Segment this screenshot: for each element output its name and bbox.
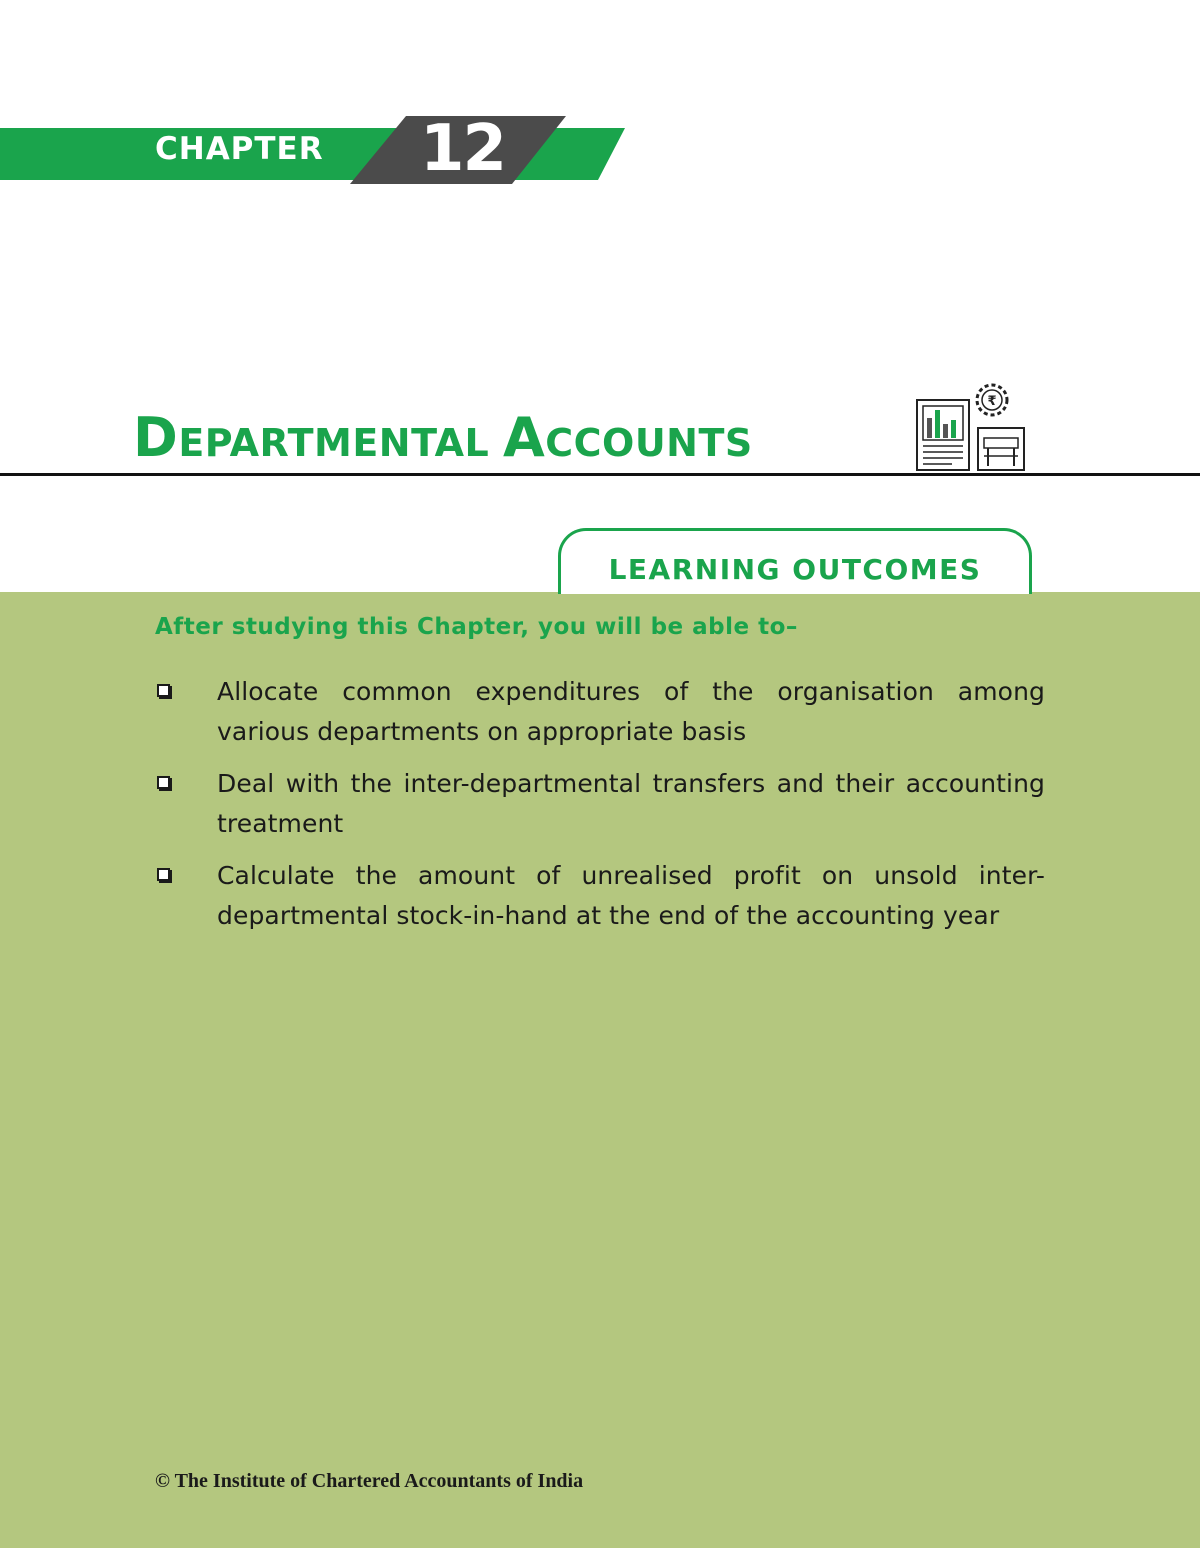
outcome-item bbox=[155, 856, 1045, 936]
outcome-text: Calculate the amount of unrealised profit on unsold inter-departmental stock-in-hand at the end of the accounting year bbox=[217, 861, 1045, 930]
learning-outcomes-tab bbox=[558, 528, 1032, 594]
outcome-list bbox=[155, 672, 1045, 948]
rupee-gear-icon bbox=[977, 385, 1007, 415]
title-word2-rest: CCOUNTS bbox=[545, 421, 753, 465]
outcomes-intro: After studying this Chapter, you will be able to– bbox=[155, 614, 798, 640]
chapter-label: CHAPTER bbox=[155, 131, 324, 167]
learning-outcomes-heading: LEARNING OUTCOMES bbox=[608, 553, 982, 586]
outcome-text: Deal with the inter-departmental transfers and their accounting treatment bbox=[217, 769, 1045, 838]
outcome-text: Allocate common expenditures of the organisation among various departments on appropriate basis bbox=[217, 677, 1045, 746]
page-title bbox=[133, 403, 753, 478]
title-word1-rest: EPARTMENTAL bbox=[178, 421, 490, 465]
outcome-item bbox=[155, 672, 1045, 752]
copyright-footer: © The Institute of Chartered Accountants of India bbox=[155, 1470, 584, 1492]
title-word1-initial: D bbox=[133, 406, 179, 469]
title-rule bbox=[0, 473, 1200, 476]
outcome-item bbox=[155, 764, 1045, 844]
checkbox-bullet-icon bbox=[157, 684, 170, 697]
title-word2-initial: A bbox=[502, 406, 546, 469]
checkbox-bullet-icon bbox=[157, 776, 170, 789]
svg-text:₹: ₹ bbox=[987, 394, 997, 409]
chapter-number: 12 bbox=[420, 112, 506, 186]
accounts-report-icon bbox=[912, 380, 1032, 476]
checkbox-bullet-icon bbox=[157, 868, 170, 881]
